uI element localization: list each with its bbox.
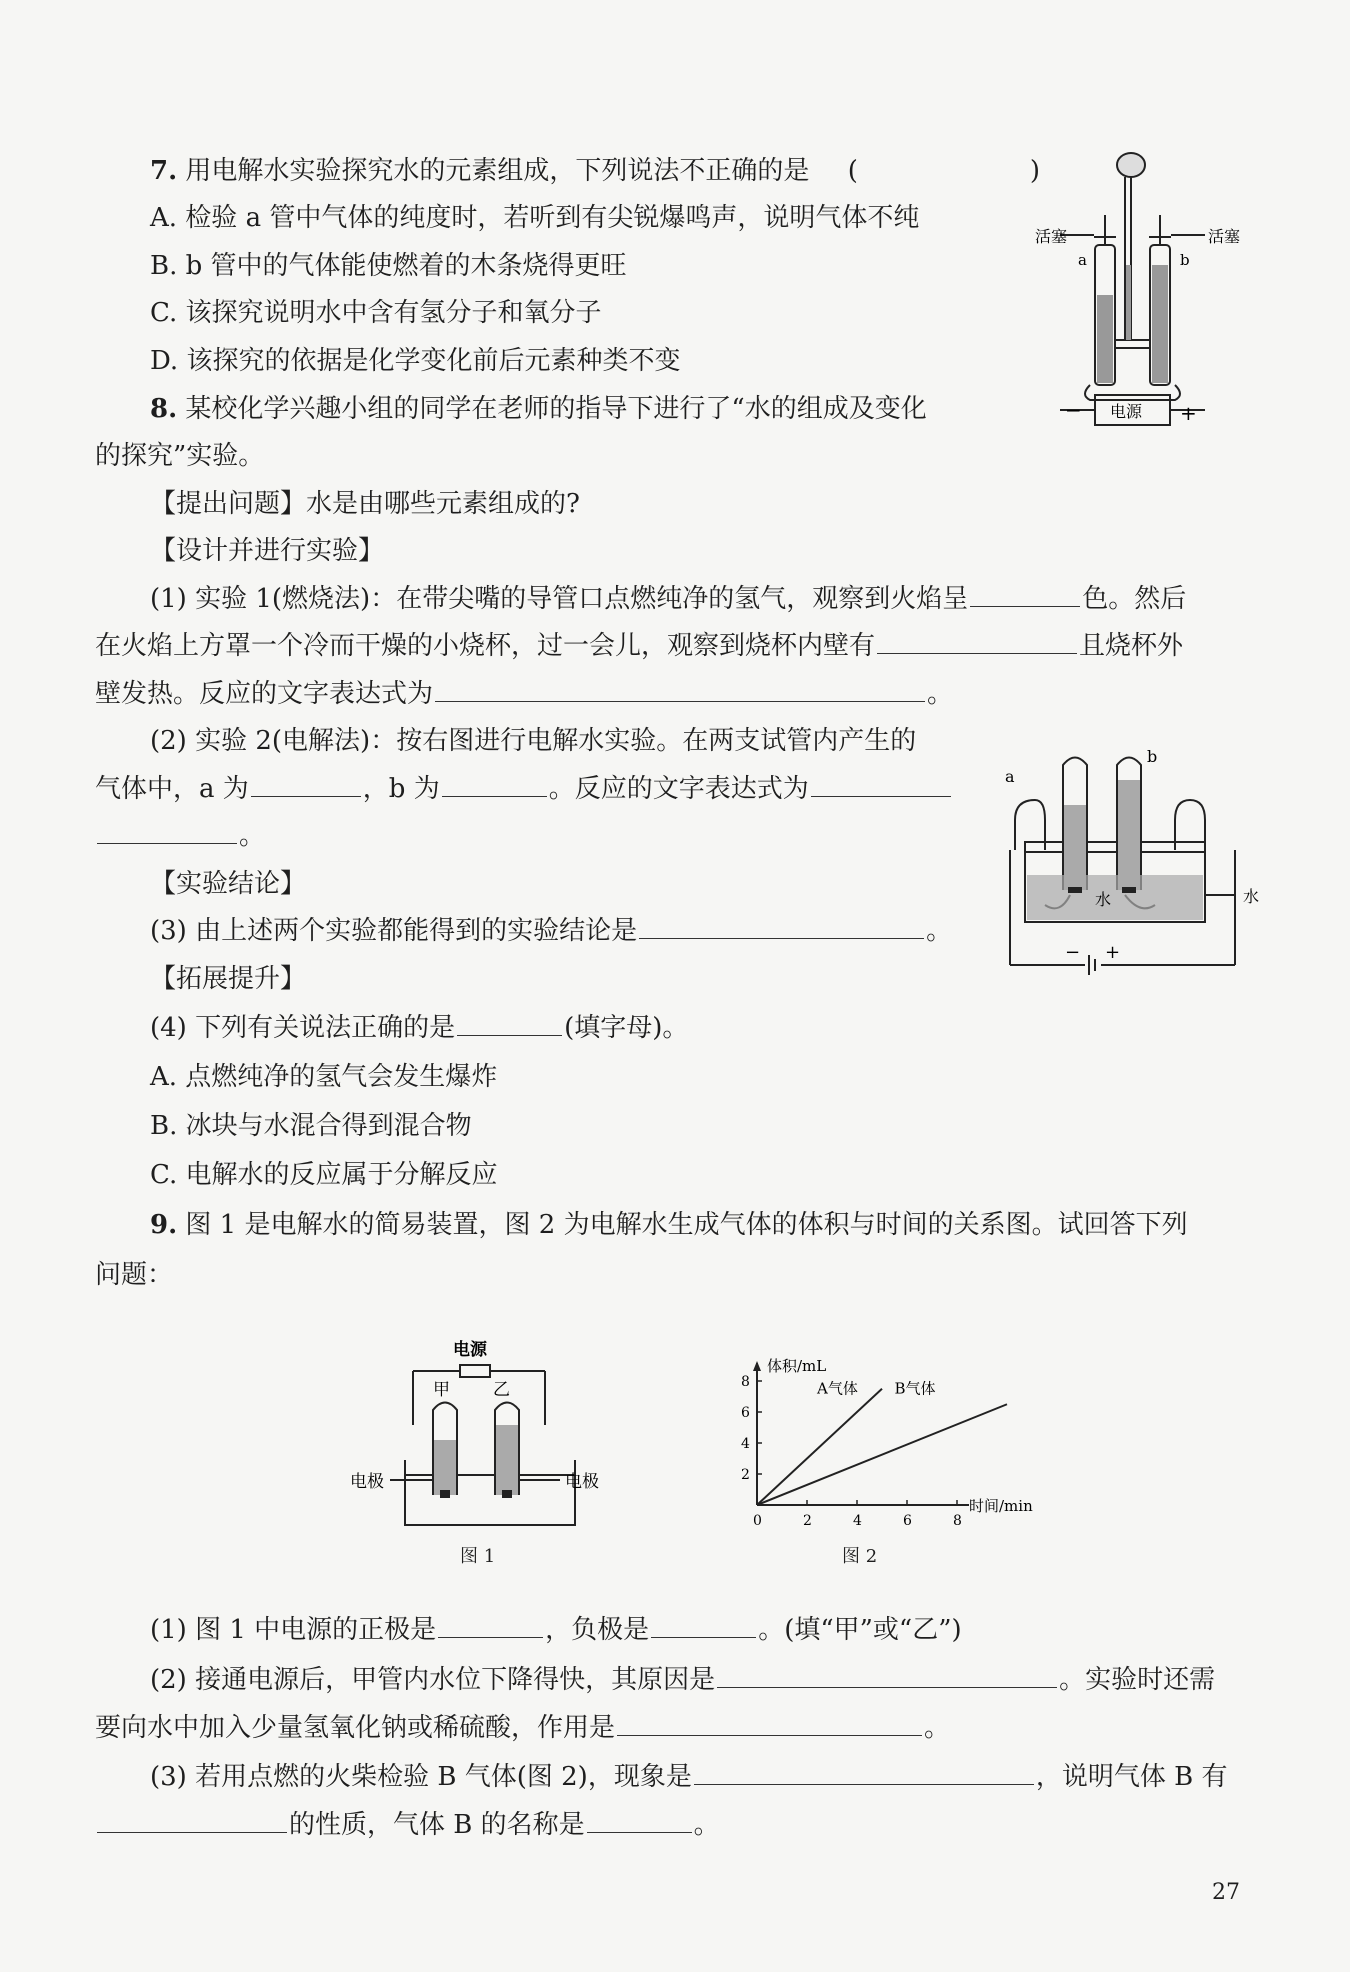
answer-bracket: ( ) [847, 156, 1080, 186]
q7-electrolysis-apparatus [1010, 145, 1250, 425]
series-label-a: A气体 [817, 1379, 858, 1398]
q8-option-a: A. 点燃纯净的氢气会发生爆炸 [150, 1062, 498, 1092]
power-label: 电源 [453, 1340, 487, 1360]
q8-exp2-line2: 气体中，a 为 ，b 为 。反应的文字表达式为 [95, 769, 953, 809]
answer-blank[interactable] [587, 1806, 692, 1833]
minus-label: − [1065, 398, 1082, 422]
q8-intro-2: 的探究”实验。 [95, 441, 265, 471]
answer-blank[interactable] [97, 1806, 287, 1833]
answer-blank[interactable] [639, 912, 924, 939]
q9-stem-1: 9. 图 1 是电解水的简易装置，图 2 为电解水生成气体的体积与时间的关系图。试回答下列 [150, 1210, 1188, 1240]
q9-stem-2: 问题： [95, 1260, 174, 1290]
tube-a-label: a [1078, 251, 1087, 269]
answer-blank[interactable] [651, 1611, 756, 1638]
y-tick-label: 8 [741, 1374, 750, 1390]
q8-option-b: B. 冰块与水混合得到混合物 [150, 1111, 472, 1141]
q9-figure-1 [345, 1335, 615, 1525]
q8-exp1-line1: (1) 实验 1(燃烧法)：在带尖嘴的导管口点燃纯净的氢气，观察到火焰呈 色。然后 [150, 579, 1186, 619]
q9-part-1: (1) 图 1 中电源的正极是 ，负极是 。(填“甲”或“乙”) [150, 1610, 962, 1650]
y-tick-label: 6 [741, 1405, 750, 1421]
tube-a-label: a [1005, 767, 1015, 786]
q8-exp1-line3: 壁发热。反应的文字表达式为 。 [95, 674, 953, 714]
answer-blank[interactable] [970, 580, 1080, 607]
q8-extend-heading: 【拓展提升】 [150, 964, 307, 994]
q8-exp3: (3) 由上述两个实验都能得到的实验结论是 。 [150, 911, 952, 951]
q7-option-b: B. b 管中的气体能使燃着的木条烧得更旺 [150, 251, 627, 281]
page-number: 27 [1212, 1880, 1240, 1905]
x-tick-label: 4 [853, 1513, 862, 1529]
q8-design-heading: 【设计并进行实验】 [150, 536, 385, 566]
y-tick-label: 4 [741, 1436, 750, 1452]
y-axis-label: 体积/mL [767, 1357, 827, 1375]
q9-figure-2-chart [725, 1335, 1033, 1535]
answer-blank[interactable] [617, 1709, 922, 1736]
y-tick-label: 2 [741, 1467, 750, 1483]
q9-part-3-line1: (3) 若用点燃的火柴检验 B 气体(图 2)，现象是 ，说明气体 B 有 [150, 1757, 1227, 1797]
q7-option-d: D. 该探究的依据是化学变化前后元素种类不变 [150, 346, 681, 376]
electrode-right-label: 电极 [565, 1472, 599, 1492]
figure-2-caption: 图 2 [842, 1546, 878, 1567]
answer-blank[interactable] [457, 1009, 562, 1036]
jia-label: 甲 [433, 1380, 450, 1400]
water-outer-label: 水 [1243, 887, 1260, 906]
series-line-a [757, 1389, 882, 1505]
q8-exp2-line3: 。 [95, 816, 265, 856]
q8-exp4: (4) 下列有关说法正确的是 (填字母)。 [150, 1008, 688, 1048]
answer-blank[interactable] [717, 1661, 1057, 1688]
x-axis-label: 时间/min [969, 1497, 1033, 1515]
q8-intro-1: 8. 某校化学兴趣小组的同学在老师的指导下进行了“水的组成及变化 [150, 394, 927, 424]
q8-electrolysis-trough [1005, 740, 1265, 975]
yi-label: 乙 [493, 1380, 510, 1400]
answer-blank[interactable] [97, 817, 237, 844]
plus-label: + [1180, 401, 1197, 425]
q8-exp1-line2: 在火焰上方罩一个冷而干燥的小烧杯，过一会儿，观察到烧杯内壁有 且烧杯外 [95, 626, 1183, 666]
x-tick-label: 0 [753, 1513, 762, 1529]
answer-blank[interactable] [251, 770, 361, 797]
answer-blank[interactable] [694, 1758, 1034, 1785]
series-line-b [757, 1404, 1007, 1505]
q7-stem: 7. 用电解水实验探究水的元素组成，下列说法不正确的是 ( ) [150, 151, 1080, 191]
stopcock-right-label: 活塞 [1208, 227, 1241, 246]
stopcock-left-label: 活塞 [1035, 227, 1068, 246]
power-label: 电源 [1110, 402, 1143, 421]
x-tick-label: 6 [903, 1513, 912, 1529]
q8-exp2-line1: (2) 实验 2(电解法)：按右图进行电解水实验。在两支试管内产生的 [150, 726, 917, 756]
minus-label: − [1065, 942, 1081, 963]
plus-label: + [1105, 942, 1121, 963]
tube-b-label: b [1180, 251, 1190, 269]
q9-part-3-line2: 的性质，气体 B 的名称是 。 [95, 1805, 720, 1845]
q9-part-2-line1: (2) 接通电源后，甲管内水位下降得快，其原因是 。实验时还需 [150, 1660, 1215, 1700]
answer-blank[interactable] [438, 1611, 543, 1638]
q9-part-2-line2: 要向水中加入少量氢氧化钠或稀硫酸，作用是 。 [95, 1708, 950, 1748]
answer-blank[interactable] [435, 675, 925, 702]
water-inner-label: 水 [1095, 890, 1112, 909]
tube-b-label: b [1147, 747, 1158, 766]
answer-blank[interactable] [877, 627, 1077, 654]
x-tick-label: 2 [803, 1513, 812, 1529]
x-tick-label: 8 [953, 1513, 962, 1529]
q8-ask: 【提出问题】水是由哪些元素组成的? [150, 489, 580, 519]
answer-blank[interactable] [811, 770, 951, 797]
series-label-b: B气体 [894, 1379, 936, 1398]
q7-option-c: C. 该探究说明水中含有氢分子和氧分子 [150, 298, 602, 328]
figure-1-caption: 图 1 [460, 1546, 496, 1567]
y-axis-arrow [753, 1361, 761, 1371]
q8-conclusion-heading: 【实验结论】 [150, 869, 307, 899]
answer-blank[interactable] [442, 770, 547, 797]
electrode-left-label: 电极 [350, 1472, 384, 1492]
q8-option-c: C. 电解水的反应属于分解反应 [150, 1160, 498, 1190]
q7-option-a: A. 检验 a 管中气体的纯度时，若听到有尖锐爆鸣声，说明气体不纯 [150, 203, 920, 233]
